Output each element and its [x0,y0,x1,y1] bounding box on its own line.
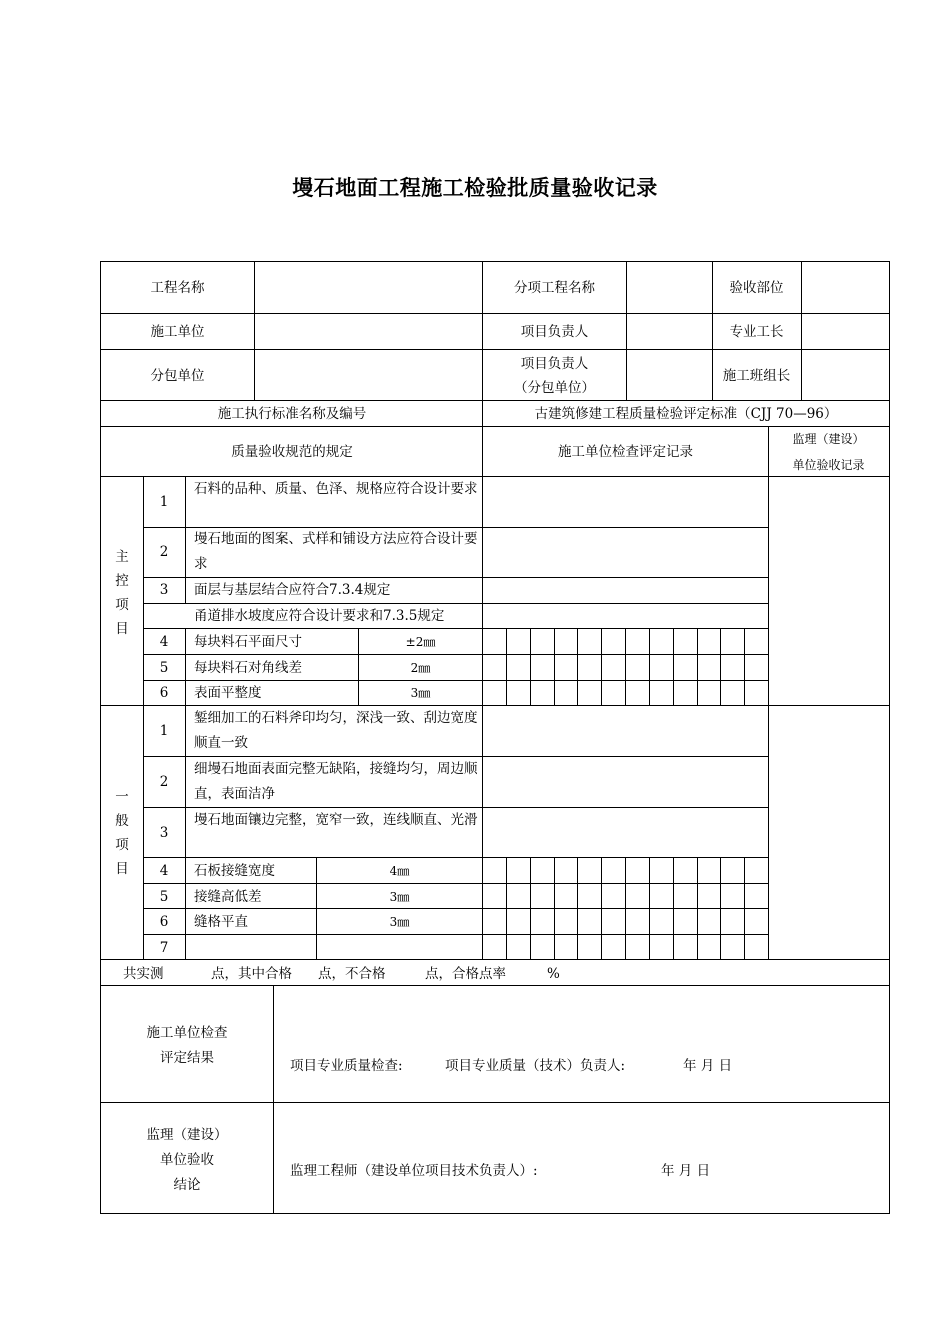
main-item-text: 表面平整度 [194,685,262,701]
column-divider [185,476,186,603]
row-divider [100,985,890,986]
row-divider [143,603,768,604]
column-divider [273,985,274,1213]
measurement-cell-divider [673,628,674,705]
row-divider [100,313,890,314]
column-divider [801,261,802,400]
measurement-cell-divider [649,857,650,959]
main-item-tolerance: ±2㎜ [405,635,436,649]
summary-pass-label: 点，其中合格 [211,966,292,982]
standard-label: 施工执行标准名称及编号 [217,406,367,422]
measurement-cell-divider [506,628,507,705]
main-item-tolerance: 3㎜ [410,686,431,700]
table-border-top [100,261,890,262]
measurement-cell-divider [530,857,531,959]
table-border-left [100,261,101,1213]
main-item-no: 1 [159,494,169,510]
supervision-result-label: 监理（建设） [146,1127,228,1143]
summary-rate-label: 点，合格点率 [425,966,506,982]
supervision-result-label-conclusion: 结论 [173,1177,201,1193]
column-divider [358,628,359,705]
row-divider [100,400,890,401]
section-divider [100,959,890,960]
supervision-column-header: 监理（建设） [792,432,865,446]
general-item-no: 6 [159,914,169,930]
standard-value: 古建筑修建工程质量检验评定标准（CJJ 70—96） [534,406,838,422]
tech-lead-signature: 项目专业质量（技术）负责人: [445,1058,626,1074]
table-border-right [889,261,890,1213]
general-item-text: 石板接缝宽度 [194,863,275,879]
measurement-cell-divider [577,628,578,705]
quality-inspector-signature: 项目专业质量检查: [290,1058,403,1074]
main-items-label: 主控项目 [115,549,129,637]
column-divider [482,261,483,959]
general-item-no: 7 [159,940,169,956]
subcontractor-label: 分包单位 [150,368,205,384]
main-item-text: 每块料石对角线差 [194,660,302,676]
row-divider [143,527,768,528]
summary-fail-label: 点，不合格 [318,966,386,982]
column-divider [712,261,713,400]
construction-unit-label: 施工单位 [150,324,205,340]
main-item-no: 3 [159,582,169,598]
column-divider [254,261,255,400]
measurement-cell-divider [673,857,674,959]
measurement-cell-divider [697,857,698,959]
measurement-cell-divider [744,628,745,705]
general-item-no: 2 [159,774,169,790]
measurement-cell-divider [625,857,626,959]
main-item-text: 墁石地面的图案、式样和铺设方法应符合设计要求 [194,531,478,572]
row-divider [143,883,768,884]
main-item-text: 石料的品种、质量、色泽、规格应符合设计要求 [194,481,478,497]
general-item-text: 接缝高低差 [194,889,262,905]
page-title: 墁石地面工程施工检验批质量验收记录 [292,175,658,200]
general-item-text: 錾细加工的石料斧印均匀，深浅一致、刮边宽度顺直一致 [194,710,478,751]
measurement-cell-divider [577,857,578,959]
measurement-cell-divider [601,628,602,705]
row-divider [143,628,768,629]
main-item-tolerance: 2㎜ [410,661,431,675]
measurement-cell-divider [744,857,745,959]
general-item-no: 4 [159,863,169,879]
measurement-cell-divider [720,857,721,959]
main-item-no: 6 [159,685,169,701]
measurement-cell-divider [625,628,626,705]
row-divider [143,857,768,858]
column-divider [143,476,144,959]
main-item-no: 4 [159,634,169,650]
general-item-no: 5 [159,889,169,905]
general-items-label: 一般项目 [115,789,129,877]
project-manager-label: 项目负责人 [520,324,589,340]
main-item-no: 5 [159,660,169,676]
row-divider [143,908,768,909]
main-item-text: 每块料石平面尺寸 [194,634,302,650]
measurement-cell-divider [720,628,721,705]
general-item-text: 缝格平直 [194,914,248,930]
general-item-tolerance: 3㎜ [389,915,410,929]
column-divider [316,857,317,959]
sub-manager-unit-label: （分包单位） [514,380,595,396]
acceptance-part-label: 验收部位 [729,280,784,296]
row-divider [143,807,768,808]
measurement-cell-divider [601,857,602,959]
check-record-column-header: 施工单位检查评定记录 [558,444,693,460]
supervision-result-label-sub: 单位验收 [160,1152,214,1168]
row-divider [100,349,890,350]
sub-manager-label: 项目负责人 [520,356,589,372]
supervising-engineer-signature: 监理工程师（建设单位项目技术负责人）: [290,1163,538,1179]
measurement-cell-divider [506,857,507,959]
construction-result-date: 年 月 日 [683,1058,733,1074]
summary-percent-label: % [547,966,560,982]
column-divider [626,261,627,400]
main-item-no: 2 [159,544,169,560]
column-divider [768,426,769,959]
row-divider [143,756,768,757]
row-divider [143,654,768,655]
general-item-tolerance: 4㎜ [389,864,410,878]
supervision-result-date: 年 月 日 [661,1163,711,1179]
main-item-text: 甬道排水坡度应符合设计要求和7.3.5规定 [194,608,445,624]
row-divider [100,426,890,427]
general-item-text: 细墁石地面表面完整无缺陷，接缝均匀，周边顺直，表面洁净 [194,761,478,802]
table-border-bottom [100,1213,890,1214]
row-divider [100,476,890,477]
sub-project-label: 分项工程名称 [514,280,595,296]
row-divider [143,934,768,935]
row-divider [143,577,768,578]
row-divider [100,1102,890,1103]
row-divider [143,680,768,681]
measurement-cell-divider [530,628,531,705]
construction-result-label: 施工单位检查 [146,1025,228,1041]
general-item-no: 1 [159,723,169,739]
measurement-cell-divider [697,628,698,705]
measurement-cell-divider [649,628,650,705]
main-item-text: 面层与基层结合应符合7.3.4规定 [194,582,391,598]
team-leader-label: 施工班组长 [722,368,791,384]
section-divider [100,705,890,706]
construction-result-label-sub: 评定结果 [160,1050,214,1066]
foreman-label: 专业工长 [729,324,784,340]
project-name-label: 工程名称 [150,280,205,296]
general-item-tolerance: 3㎜ [389,890,410,904]
measurement-cell-divider [554,857,555,959]
general-item-no: 3 [159,825,169,841]
general-item-text: 墁石地面镶边完整，宽窄一致，连线顺直、光滑 [194,812,478,828]
spec-column-header: 质量验收规范的规定 [231,444,353,460]
summary-measured-label: 共实测 [123,966,164,982]
supervision-column-header-sub: 单位验收记录 [792,458,865,472]
measurement-cell-divider [554,628,555,705]
column-divider [185,628,186,959]
